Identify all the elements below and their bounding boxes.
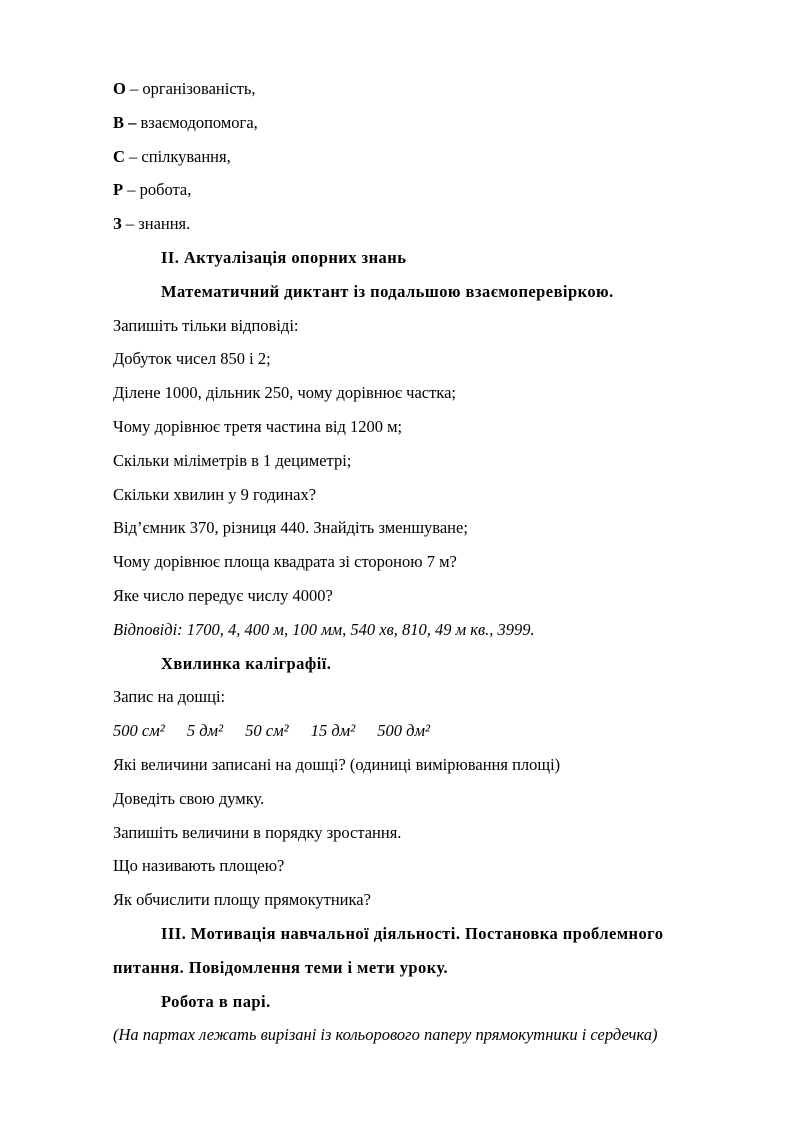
section-2-heading: ІІ. Актуалізація опорних знань [161,247,407,267]
dictation-question: Чому дорівнює площа квадрата зі стороною 7 м? [113,552,457,572]
desk-materials-note: (На партах лежать вирізані із кольорового паперу прямокутники і сердечка) [113,1025,658,1045]
calligraphy-heading: Хвилинка каліграфії. [161,653,332,673]
board-unit: 15 дм² [310,721,356,741]
value-text: спілкування, [141,146,231,166]
board-unit: 500 дм² [377,721,430,741]
value-letter: З [113,214,122,234]
calligraphy-question: Як обчислити площу прямокутника? [113,890,371,910]
dictation-question: Ділене 1000, дільник 250, чому дорівнює частка; [113,383,456,403]
dictation-question: Від’ємник 370, різниця 440. Знайдіть зменшуване; [113,518,468,538]
value-item-communication [113,140,753,174]
value-text: взаємодопомога, [140,112,258,132]
calligraphy-question: Які величини записані на дошці? (одиниці вимірювання площі) [113,754,561,774]
value-item-mutual-help [113,106,753,140]
value-text: робота, [139,180,192,200]
section-3-heading-line-2: питання. Повідомлення теми і мети уроку. [113,957,449,977]
section-3-heading-line-1: ІІІ. Мотивація навчальної діяльності. Постановка проблемного [161,923,664,943]
value-item-organization [113,72,753,106]
dictation-intro: Запишіть тільки відповіді: [113,315,299,335]
calligraphy-question: Запишіть величини в порядку зростання. [113,822,402,842]
value-item-work [113,173,753,207]
dictation-question: Яке число передує числу 4000? [113,585,333,605]
dictation-question: Скільки хвилин у 9 годинах? [113,484,317,504]
dictation-question: Скільки міліметрів в 1 дециметрі; [113,450,352,470]
dictation-question: Чому дорівнює третя частина від 1200 м; [113,416,403,436]
board-unit: 50 см² [245,721,289,741]
pair-work-heading: Робота в парі. [161,991,271,1011]
value-text: організованість, [142,79,256,98]
dictation-heading: Математичний диктант із подальшою взаємоперевіркою. [161,281,614,301]
value-letter: В – [113,112,137,132]
board-unit: 5 дм² [186,721,224,741]
value-dash: – [123,180,140,200]
value-item-knowledge [113,207,753,241]
value-dash: – [124,146,142,166]
board-unit: 500 см² [113,721,165,741]
calligraphy-question: Що називають площею? [113,856,285,876]
board-units-list [113,714,753,748]
board-record-intro: Запис на дошці: [113,687,226,707]
dictation-answers: Відповіді: 1700, 4, 400 м, 100 мм, 540 хв, 810, 49 м кв., 3999. [113,619,535,639]
document-page [113,72,753,1052]
value-dash: – [125,79,143,98]
value-dash: – [121,214,139,234]
value-text: знання. [138,214,191,234]
dictation-question: Добуток чисел 850 і 2; [113,349,271,369]
calligraphy-question: Доведіть свою думку. [113,788,265,808]
value-letter: Р [113,180,124,200]
value-letter: О [113,79,126,98]
value-letter: С [113,146,125,166]
